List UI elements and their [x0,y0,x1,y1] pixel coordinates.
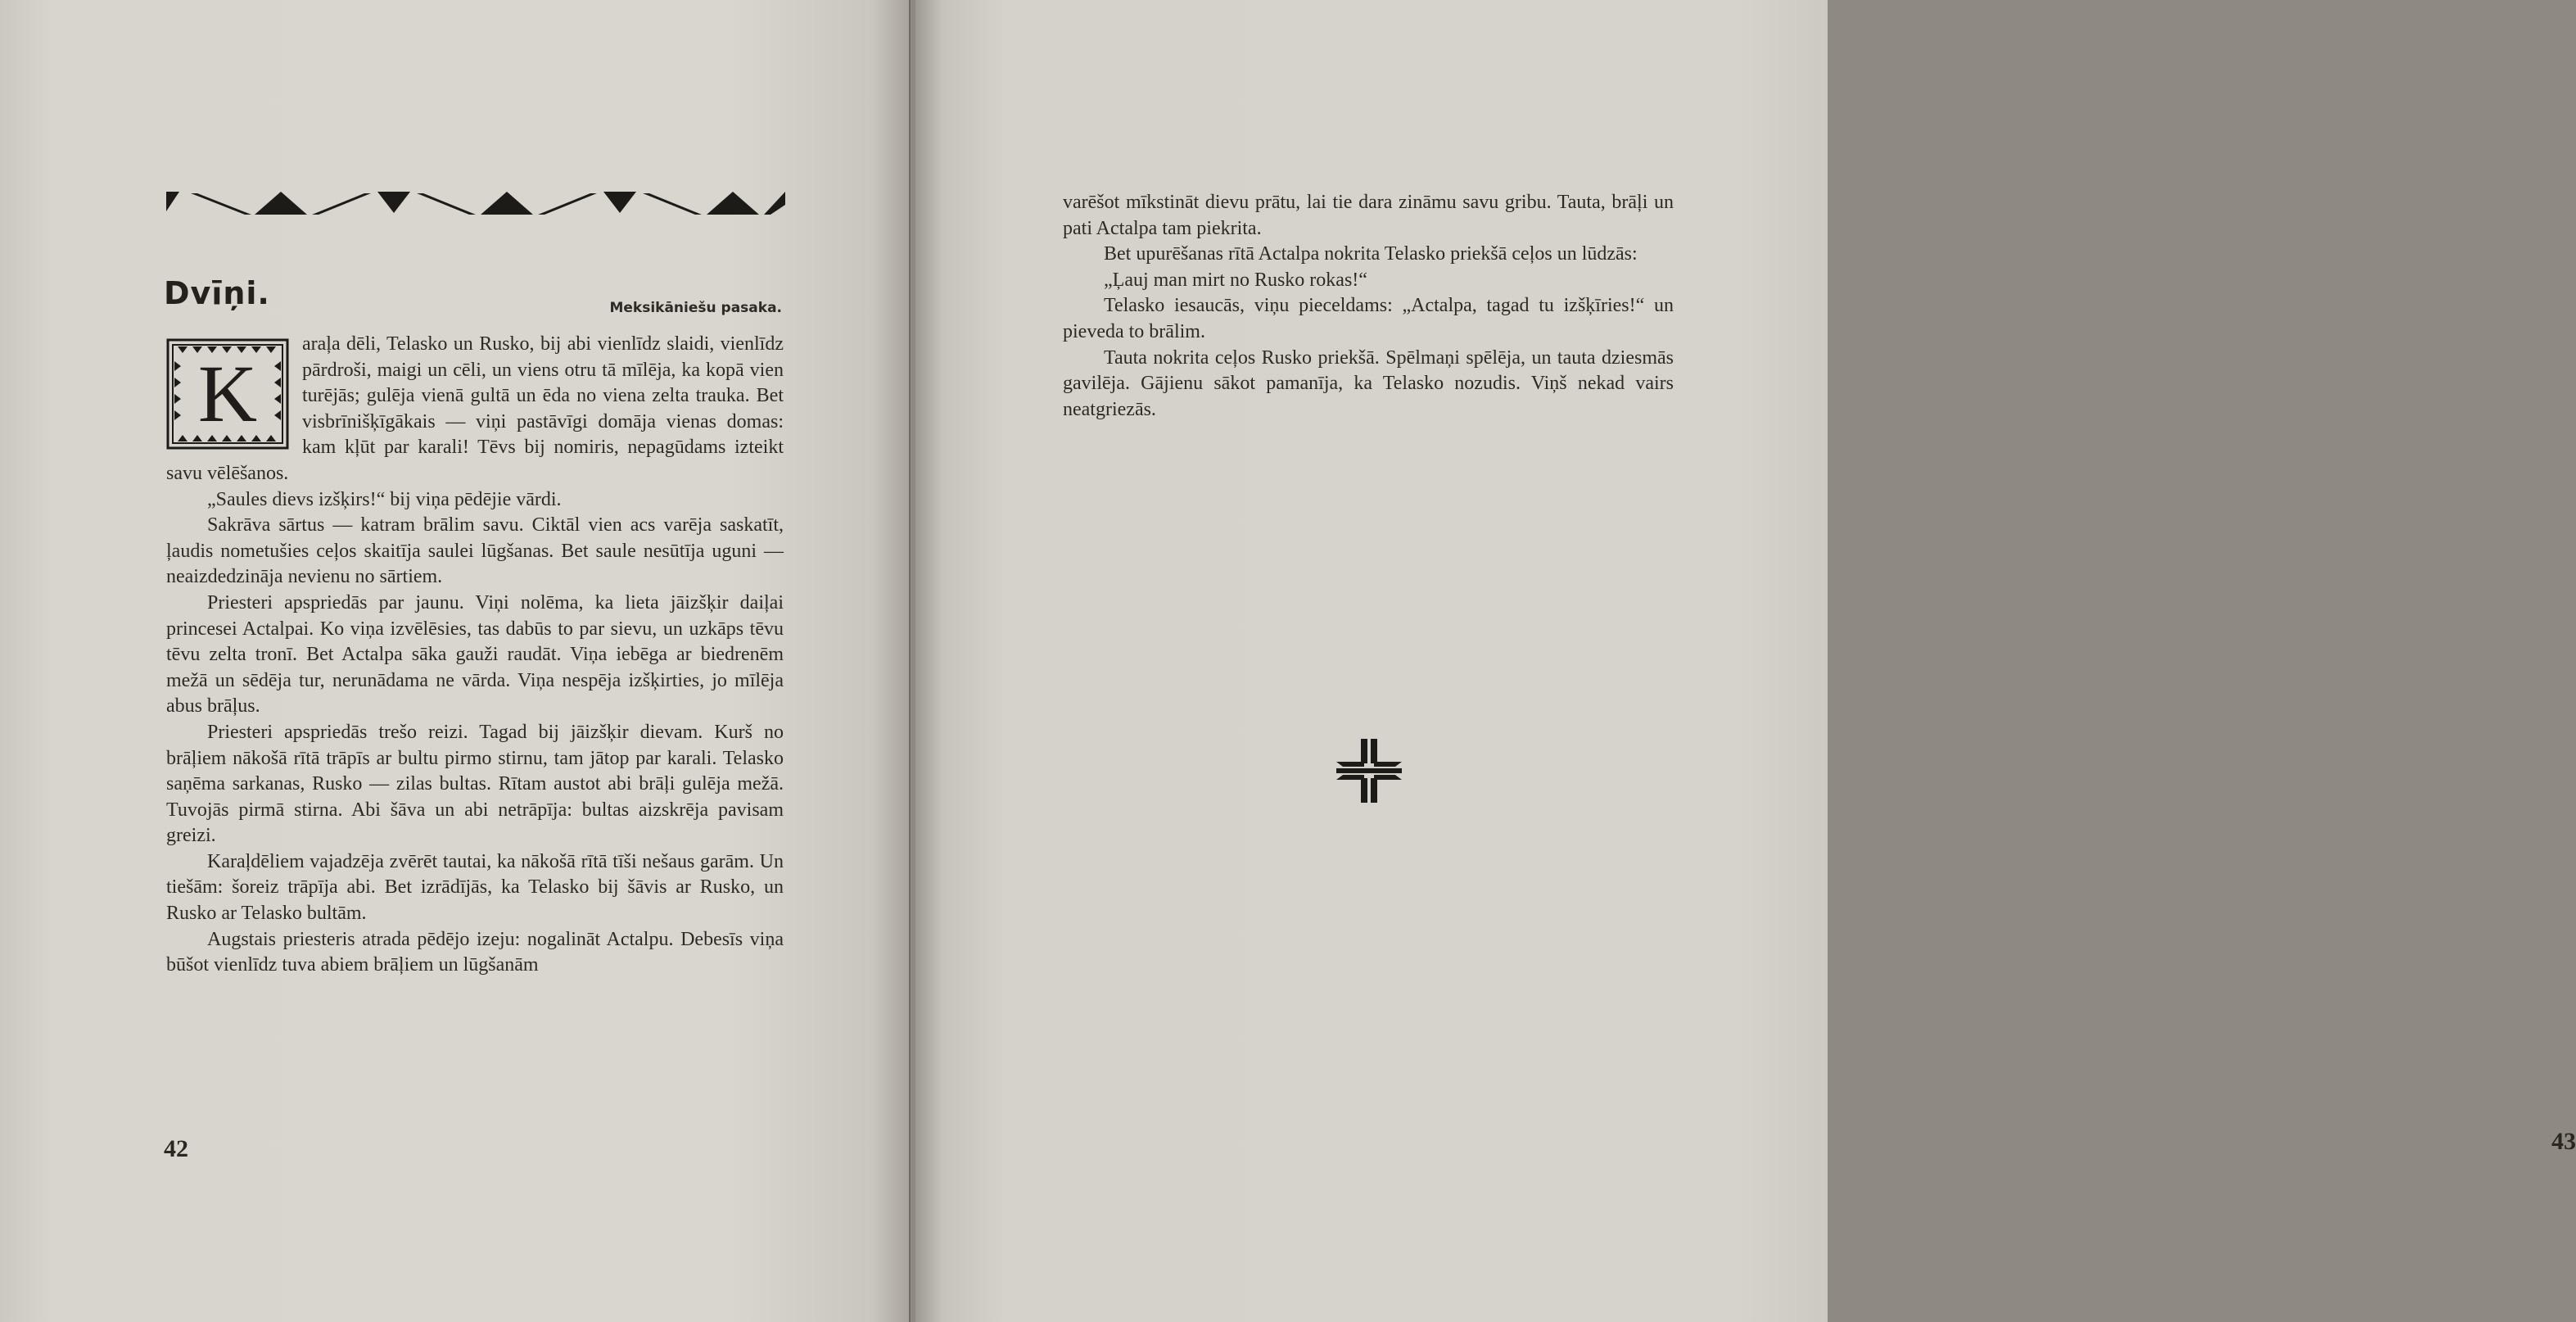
paragraph: Bet upurēšanas rītā Actalpa nokrita Telasko priekšā ceļos un lūdzās: [1104,243,1638,265]
page-number-left: 42 [164,1135,188,1162]
paragraph: „Saules dievs izšķirs!“ bij viņa pēdējie vārdi. [207,488,562,510]
paragraph: Sakrāva sārtus — katram brālim savu. Ciktāl vien acs varēja saskatīt, ļaudis nometušies ceļos skaitīja saulei lūgšanas. Bet saule nesūtīja uguni — neaizdedzināja nevienu no sārtiem. [166,514,784,588]
story-subtitle: Meksikāniešu pasaka. [609,300,782,316]
drop-cap-letter: K [197,348,258,439]
geometric-ornament-band [166,188,785,218]
right-text-column [1063,190,1674,423]
right-page [915,0,2576,1322]
paragraph: varēšot mīkstināt dievu prātu, lai tie dara zināmu savu gribu. Tauta, brāļi un pati Actalpa tam piekrita. [1063,192,1674,239]
paragraph: Tauta nokrita ceļos Rusko priekšā. Spēlmaņi spēlēja, un tauta dziesmās gavilēja. Gājienu sākot pamanīja, ka Telasko nozudis. Viņš nekad vairs neatgriezās. [1063,346,1674,420]
paragraph: Augstais priesteris atrada pēdējo izeju: nogalināt Actalpu. Debesīs viņa būšot vienlīdz tuva abiem brāļiem un lūgšanām [166,928,784,976]
paragraph: Karaļdēliem vajadzēja zvērēt tautai, ka nākošā rītā tīši nešaus garām. Un tiešām: šoreiz trāpīja abi. Bet izrādījās, ka Telasko bij šāvis ar Rusko, un Rusko ar Telasko bultām. [166,850,784,925]
story-title: Dvīņi. [164,275,270,311]
drop-cap [166,338,289,450]
paragraph: „Ļauj man mirt no Rusko rokas!“ [1104,269,1367,291]
left-text-column [166,332,784,979]
paragraph: Priesteri apspriedās trešo reizi. Tagad bij jāizšķir dievam. Kurš no brāļiem nākošā rītā trāpīs ar bultu pirmo stirnu, tam jātop par karali. Telasko saņēma sarkanas, Rusko — zilas bultas. Rītam austot abi brāļi gulēja mežā. Tuvojās pirmā stirna. Abi šāva un abi netrāpīja: bultas aizskrēja pavisam greizi. [166,721,784,847]
paragraph: Priesteri apspriedās par jaunu. Viņi nolēma, ka lieta jāizšķir daiļai princesei Actalpai. Ko viņa izvēlēsies, tas dabūs to par sievu, un uzkāps tēvu tēvu zelta tronī. Bet Actalpa sāka gauži raudāt. Viņa iebēga ar biedrenēm mežā un sēdēja tur, nerunādama ne vārda. Viņa nespēja izšķirties, jo mīlēja abus brāļus. [166,591,784,718]
paragraph: araļa dēli, Telasko un Rusko, bij abi vienlīdz slaidi, vienlīdz pārdroši, maigi un cēli, un viens otru tā mīlēja, ka kopā vien turējās; gulēja vienā gultā un ēda no viena zelta trauka. Bet visbrīnišķīgākais — viņi pastāvīgi domāja vienas domas: kam kļūt par karali! Tēvs bij nomiris, nepagūdams izteikt savu vēlēšanos. [166,333,784,484]
paragraph: Telasko iesaucās, viņu pieceldams: „Actalpa, tagad tu izšķīries!“ un pieveda to brālim. [1063,295,1674,342]
cross-emblem-icon [1336,737,1402,804]
page-number-right: 43 [2551,1128,2576,1155]
left-page [0,0,911,1322]
